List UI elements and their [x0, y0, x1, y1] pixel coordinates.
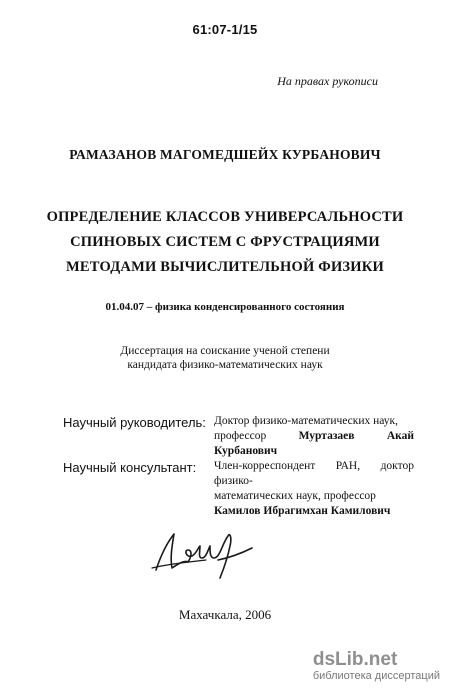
title-line: МЕТОДАМИ ВЫЧИСЛИТЕЛЬНОЙ ФИЗИКИ	[66, 259, 384, 275]
consultant-details	[214, 459, 414, 519]
watermark-brand: dsLib.net	[312, 649, 398, 670]
catalog-code: 61:07-1/15	[192, 22, 258, 37]
supervisor-degree: Доктор физико-математических наук,	[214, 415, 399, 427]
title-line: СПИНОВЫХ СИСТЕМ С ФРУСТРАЦИЯМИ	[70, 234, 380, 250]
supervisor-title-line	[214, 429, 414, 459]
rights-notice: На правах рукописи	[277, 74, 378, 88]
degree-statement	[60, 344, 390, 372]
degree-line: Диссертация на соискание ученой степени	[120, 345, 330, 357]
degree-line: кандидата физико-математических наук	[127, 359, 323, 371]
consultant-degree-cont: математических наук, профессор	[214, 490, 376, 502]
consultant-degree: Член-корреспондент РАН, доктор физико-	[214, 460, 414, 487]
author-name: РАМАЗАНОВ МАГОМЕДШЕЙХ КУРБАНОВИЧ	[69, 147, 381, 162]
supervisor-name: Муртазаев Акай Курбанович	[214, 430, 414, 457]
specialty-code: 01.04.07 – физика конденсированного состояния	[105, 301, 345, 313]
watermark	[313, 650, 440, 683]
watermark-subtitle: библиотека диссертаций	[312, 670, 440, 682]
consultant-name: Камилов Ибрагимхан Камилович	[214, 505, 391, 517]
city-year: Махачкала, 2006	[178, 607, 272, 622]
title-line: ОПРЕДЕЛЕНИЕ КЛАССОВ УНИВЕРСАЛЬНОСТИ	[46, 209, 404, 225]
supervisor-label: Научный руководитель:	[63, 415, 206, 430]
supervisor-title: профессор	[214, 430, 299, 442]
signature-icon	[148, 524, 258, 580]
thesis-title	[40, 205, 410, 280]
consultant-label: Научный консультант:	[63, 460, 197, 475]
supervisor-details	[214, 414, 414, 459]
